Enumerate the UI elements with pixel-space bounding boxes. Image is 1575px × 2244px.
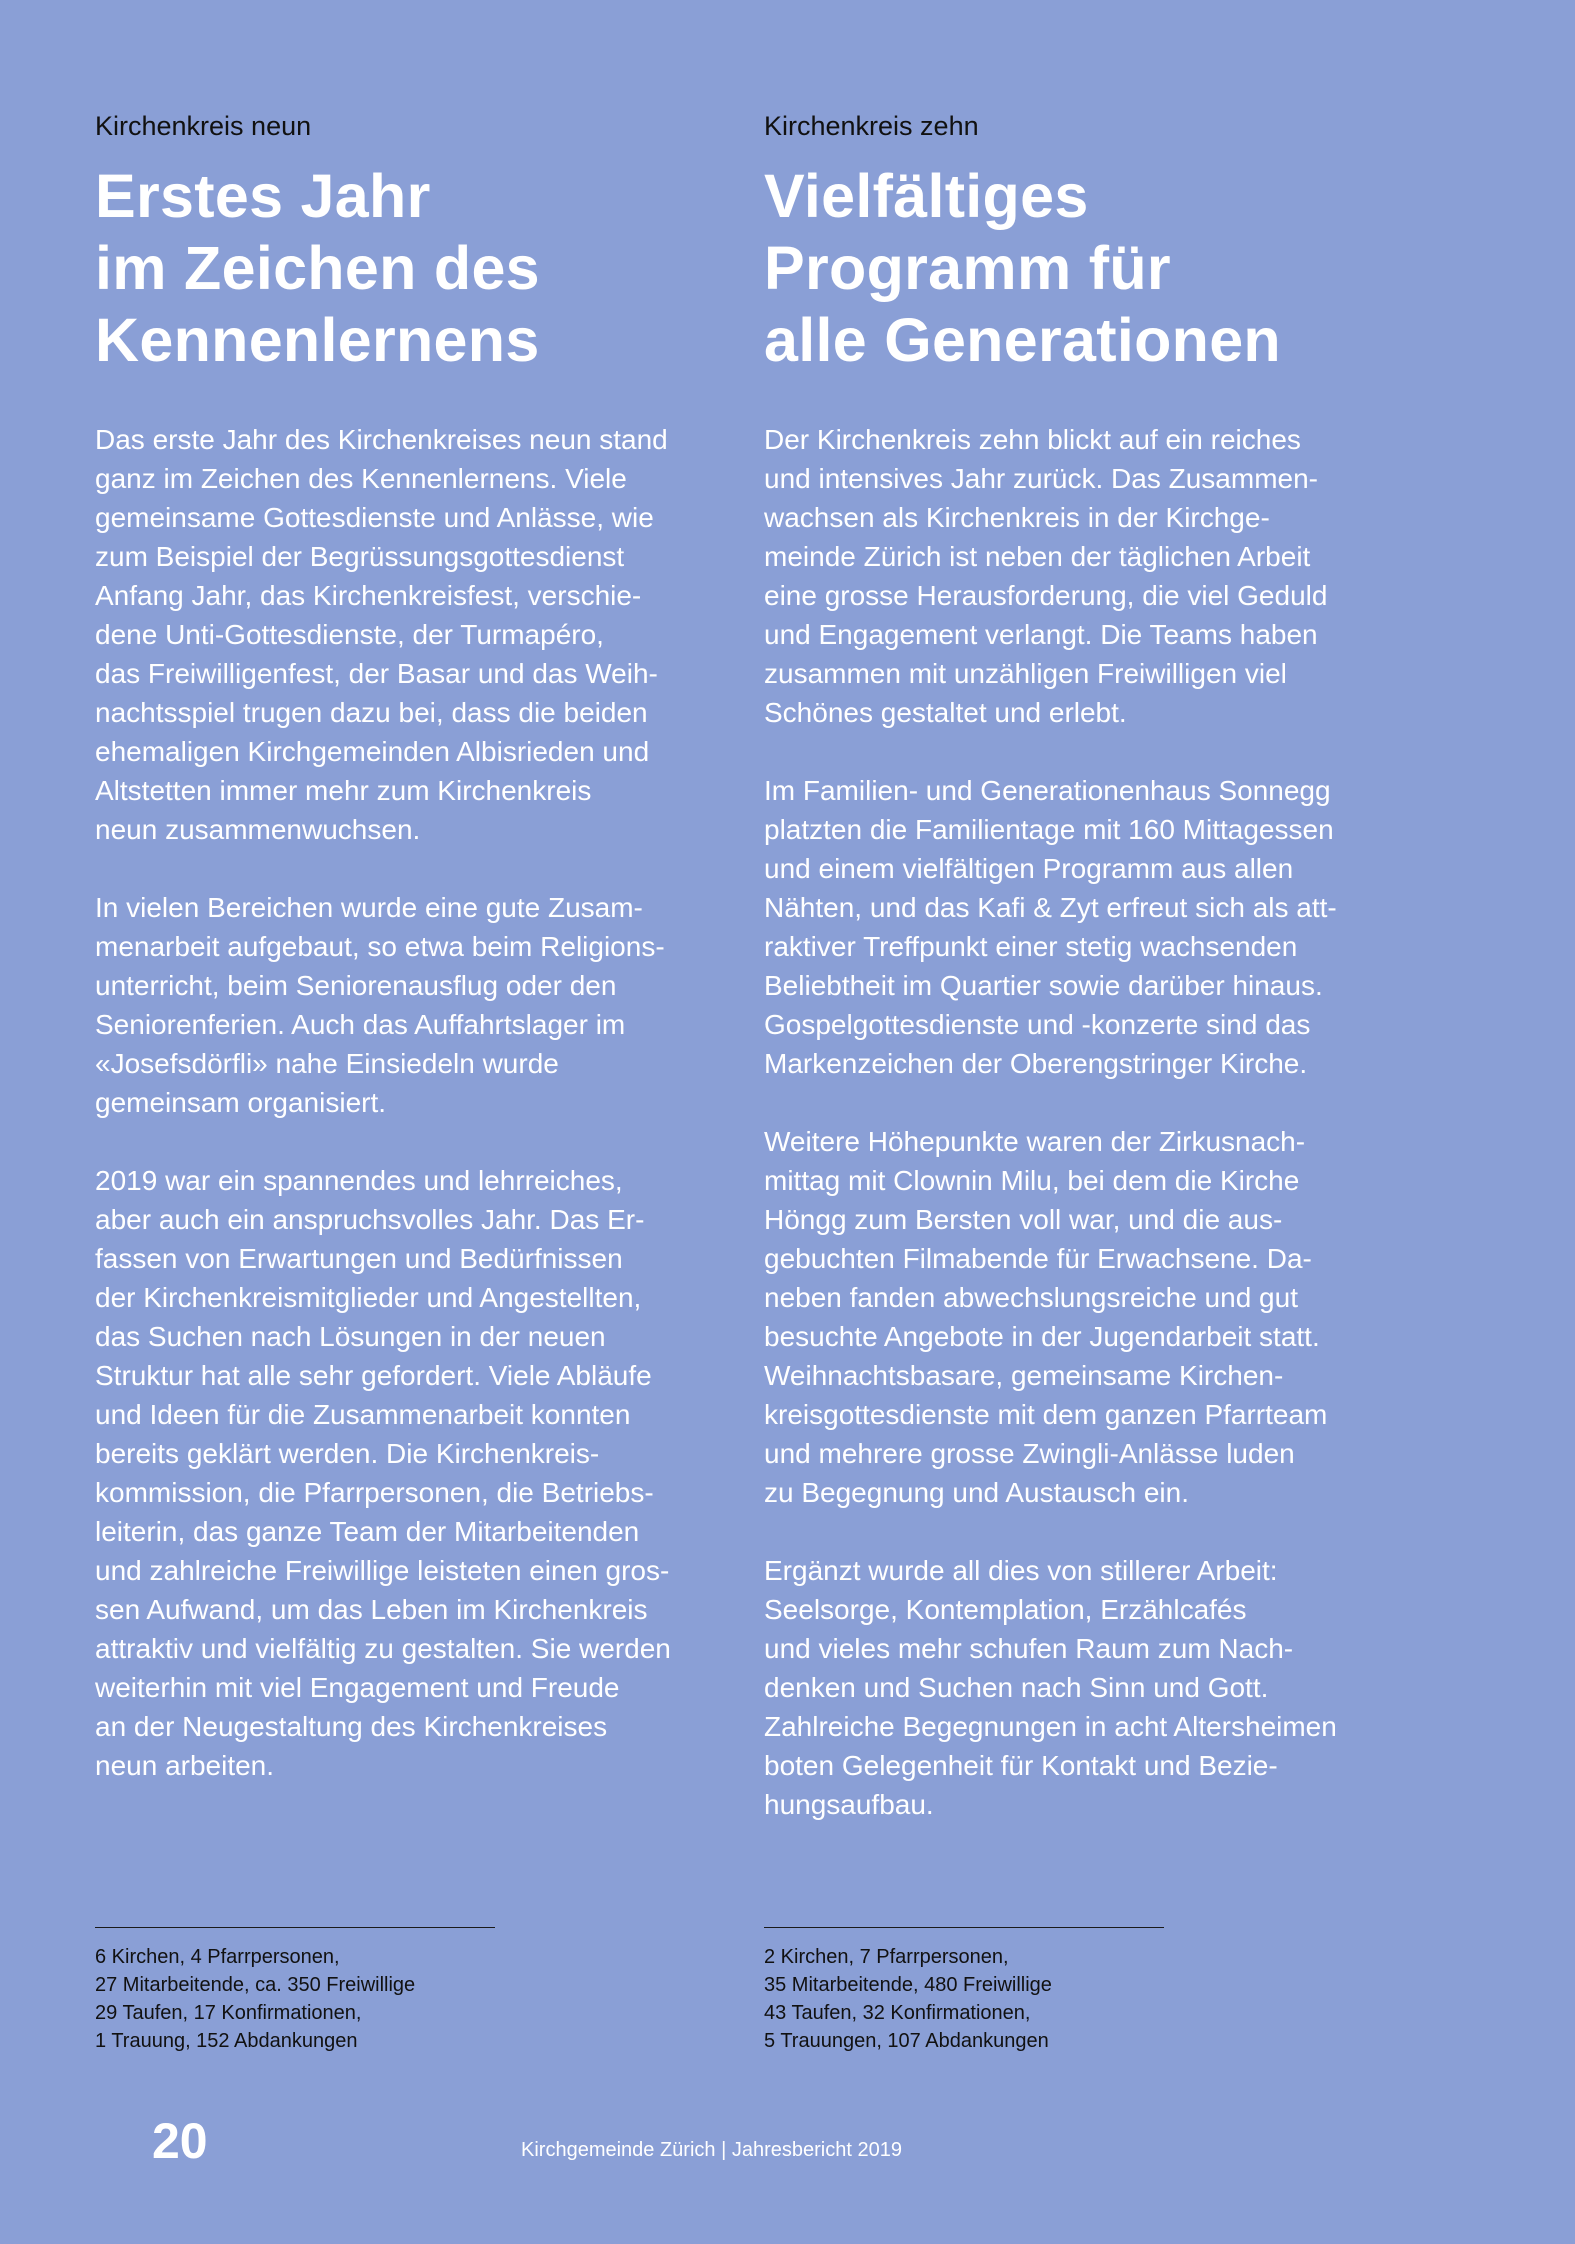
text-line: kreisgottesdienste mit dem ganzen Pfarrteam (764, 1399, 1328, 1430)
text-line: der Kirchenkreismitglieder und Angestellten, (95, 1282, 642, 1313)
text-line: neun arbeiten. (95, 1750, 275, 1781)
kicker-neun: Kirchenkreis neun (95, 111, 312, 141)
text-line: unterricht, beim Seniorenausflug oder den (95, 970, 617, 1001)
text-line: Schönes gestaltet und erlebt. (764, 697, 1127, 728)
paragraph-1 (764, 420, 1404, 732)
text-line: gebuchten Filmabende für Erwachsene. Da- (764, 1243, 1312, 1274)
text-line: Beliebtheit im Quartier sowie darüber hinaus. (764, 970, 1323, 1001)
text-line: zum Beispiel der Begrüssungsgottesdienst (95, 541, 625, 572)
headline-neun (95, 160, 735, 376)
text-line: In vielen Bereichen wurde eine gute Zusam- (95, 892, 643, 923)
fact-line: 5 Trauungen, 107 Abdankungen (764, 2030, 1049, 2052)
text-line: Markenzeichen der Oberengstringer Kirche. (764, 1048, 1308, 1079)
headline-line: Kennenlernens (95, 306, 540, 374)
text-line: hungsaufbau. (764, 1789, 934, 1820)
text-line: und einem vielfältigen Programm aus allen (764, 853, 1294, 884)
fact-line: 2 Kirchen, 7 Pfarrpersonen, (764, 1946, 1009, 1968)
text-line: und vieles mehr schufen Raum zum Nach- (764, 1633, 1294, 1664)
body-text-zehn (764, 420, 1404, 1863)
text-line: sen Aufwand, um das Leben im Kirchenkreis (95, 1594, 648, 1625)
text-line: platzten die Familientage mit 160 Mittagessen (764, 814, 1334, 845)
paragraph-4 (764, 1551, 1404, 1824)
paragraph-2 (764, 771, 1404, 1083)
headline-line: Programm für (764, 234, 1171, 302)
text-line: Höngg zum Bersten voll war, und die aus- (764, 1204, 1283, 1235)
text-line: zu Begegnung und Austausch ein. (764, 1477, 1190, 1508)
text-line: Der Kirchenkreis zehn blickt auf ein reiches (764, 424, 1301, 455)
text-line: Gospelgottesdienste und -konzerte sind das (764, 1009, 1311, 1040)
headline-zehn (764, 160, 1404, 376)
text-line: und Engagement verlangt. Die Teams haben (764, 619, 1318, 650)
text-line: Altstetten immer mehr zum Kirchenkreis (95, 775, 592, 806)
text-line: 2019 war ein spannendes und lehrreiches, (95, 1165, 623, 1196)
paragraph-3 (95, 1161, 735, 1785)
facts-neun (95, 1927, 495, 2055)
headline-line: Vielfältiges (764, 162, 1089, 230)
text-line: Struktur hat alle sehr gefordert. Viele Abläufe (95, 1360, 652, 1391)
text-line: besuchte Angebote in der Jugendarbeit statt. (764, 1321, 1320, 1352)
page-number: 20 (152, 2113, 208, 2169)
text-line: Seelsorge, Kontemplation, Erzählcafés (764, 1594, 1247, 1625)
text-line: mittag mit Clownin Milu, bei dem die Kirche (764, 1165, 1300, 1196)
text-line: Ergänzt wurde all dies von stillerer Arbeit: (764, 1555, 1278, 1586)
kicker-zehn: Kirchenkreis zehn (764, 111, 979, 141)
text-line: denken und Suchen nach Sinn und Gott. (764, 1672, 1269, 1703)
text-line: das Freiwilligenfest, der Basar und das Weih- (95, 658, 658, 689)
text-line: Im Familien- und Generationenhaus Sonnegg (764, 775, 1331, 806)
text-line: menarbeit aufgebaut, so etwa beim Religions- (95, 931, 665, 962)
text-line: fassen von Erwartungen und Bedürfnissen (95, 1243, 623, 1274)
text-line: Seniorenferien. Auch das Auffahrtslager im (95, 1009, 626, 1040)
text-line: Nähten, und das Kafi & Zyt erfreut sich als att- (764, 892, 1337, 923)
text-line: «Josefsdörfli» nahe Einsiedeln wurde (95, 1048, 559, 1079)
text-line: an der Neugestaltung des Kirchenkreises (95, 1711, 608, 1742)
paragraph-1 (95, 420, 735, 849)
text-line: ehemaligen Kirchgemeinden Albisrieden und (95, 736, 650, 767)
article-kirchenkreis-neun (95, 110, 735, 1781)
text-line: gemeinsame Gottesdienste und Anlässe, wie (95, 502, 654, 533)
text-line: weiterhin mit viel Engagement und Freude (95, 1672, 620, 1703)
paragraph-3 (764, 1122, 1404, 1512)
text-line: raktiver Treffpunkt einer stetig wachsenden (764, 931, 1298, 962)
body-text-neun (95, 420, 735, 1824)
text-line: eine grosse Herausforderung, die viel Geduld (764, 580, 1328, 611)
text-line: nachtsspiel trugen dazu bei, dass die beiden (95, 697, 648, 728)
text-line: attraktiv und vielfältig zu gestalten. Sie werden (95, 1633, 671, 1664)
paragraph-2 (95, 888, 735, 1122)
text-line: aber auch ein anspruchsvolles Jahr. Das Er- (95, 1204, 645, 1235)
text-line: das Suchen nach Lösungen in der neuen (95, 1321, 606, 1352)
text-line: leiterin, das ganze Team der Mitarbeitenden (95, 1516, 640, 1547)
text-line: Weihnachtsbasare, gemeinsame Kirchen- (764, 1360, 1284, 1391)
text-line: neben fanden abwechslungsreiche und gut (764, 1282, 1298, 1313)
text-line: boten Gelegenheit für Kontakt und Bezie- (764, 1750, 1278, 1781)
fact-line: 6 Kirchen, 4 Pfarrpersonen, (95, 1946, 340, 1968)
fact-line: 29 Taufen, 17 Konfirmationen, (95, 2002, 362, 2024)
text-line: ganz im Zeichen des Kennenlernens. Viele (95, 463, 627, 494)
text-line: bereits geklärt werden. Die Kirchenkreis- (95, 1438, 600, 1469)
fact-line: 27 Mitarbeitende, ca. 350 Freiwillige (95, 1974, 416, 1996)
fact-line: 43 Taufen, 32 Konfirmationen, (764, 2002, 1031, 2024)
text-line: gemeinsam organisiert. (95, 1087, 387, 1118)
text-line: dene Unti-Gottesdienste, der Turmapéro, (95, 619, 604, 650)
article-kirchenkreis-zehn (764, 110, 1404, 1820)
text-line: zusammen mit unzähligen Freiwilligen viel (764, 658, 1287, 689)
facts-zehn (764, 1927, 1164, 2055)
text-line: und mehrere grosse Zwingli-Anlässe luden (764, 1438, 1295, 1469)
text-line: Zahlreiche Begegnungen in acht Altersheimen (764, 1711, 1337, 1742)
text-line: und intensives Jahr zurück. Das Zusammen- (764, 463, 1318, 494)
headline-line: alle Generationen (764, 306, 1281, 374)
fact-line: 1 Trauung, 152 Abdankungen (95, 2030, 358, 2052)
text-line: Weitere Höhepunkte waren der Zirkusnach- (764, 1126, 1306, 1157)
text-line: kommission, die Pfarrpersonen, die Betriebs- (95, 1477, 654, 1508)
headline-line: Erstes Jahr (95, 162, 431, 230)
text-line: und zahlreiche Freiwillige leisteten einen gros- (95, 1555, 670, 1586)
fact-line: 35 Mitarbeitende, 480 Freiwillige (764, 1974, 1052, 1996)
text-line: neun zusammenwuchsen. (95, 814, 421, 845)
text-line: meinde Zürich ist neben der täglichen Arbeit (764, 541, 1311, 572)
headline-line: im Zeichen des (95, 234, 540, 302)
text-line: Anfang Jahr, das Kirchenkreisfest, verschie- (95, 580, 642, 611)
text-line: wachsen als Kirchenkreis in der Kirchge- (764, 502, 1270, 533)
text-line: und Ideen für die Zusammenarbeit konnten (95, 1399, 631, 1430)
text-line: Das erste Jahr des Kirchenkreises neun stand (95, 424, 668, 455)
footer-publication: Kirchgemeinde Zürich | Jahresbericht 2019 (521, 2139, 902, 2161)
